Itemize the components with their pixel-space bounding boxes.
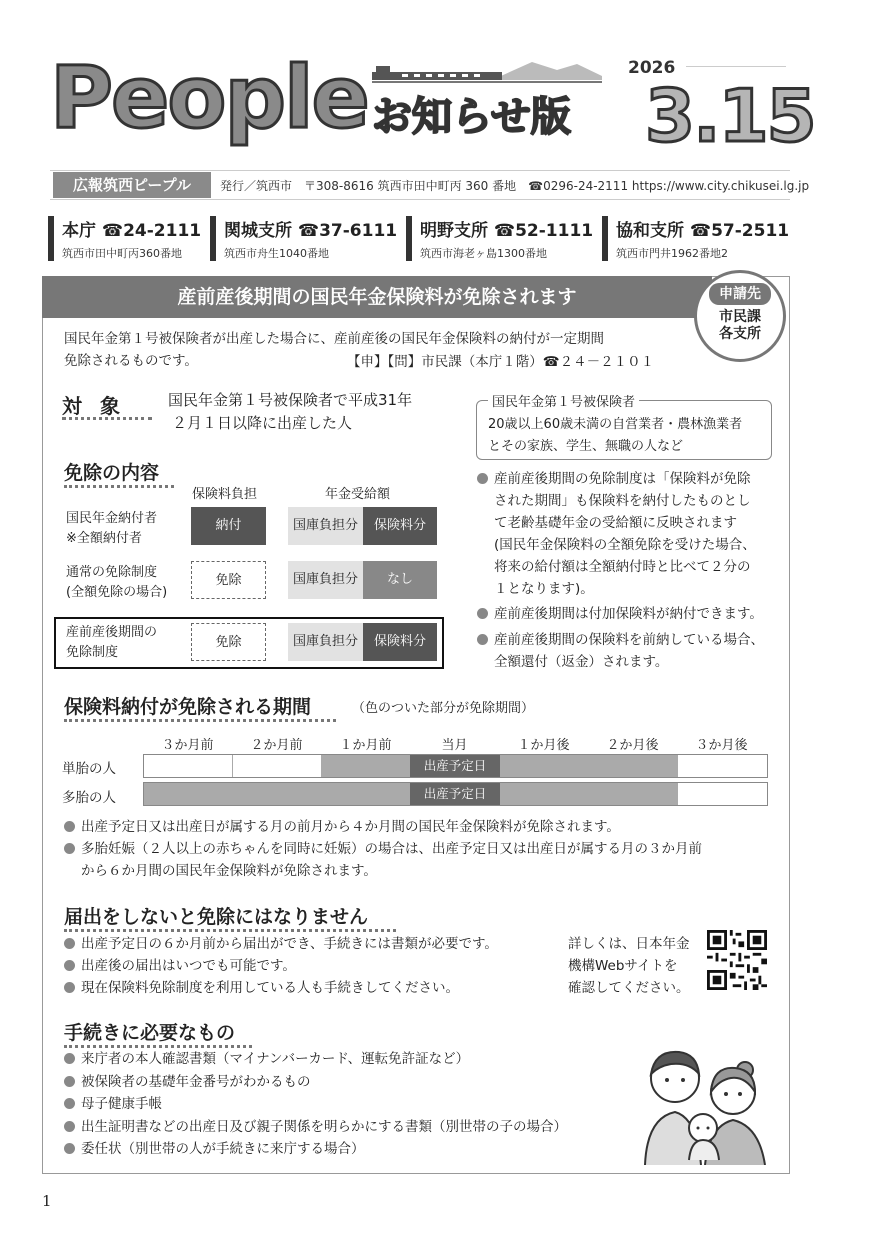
required-item: 出生証明書などの出産日及び親子関係を明らかにする書類（別世帯の子の場合） <box>81 1118 567 1135</box>
required-item: 母子健康手帳 <box>81 1096 162 1112</box>
period-cell <box>322 755 411 777</box>
train-illustration <box>372 58 602 86</box>
period-underline <box>64 719 336 722</box>
row-label-line: 国民年金納付者 <box>66 511 158 526</box>
period-cell <box>589 783 678 805</box>
note-line: 産前産後期間の免除制度は「保険料が免除 <box>494 471 751 487</box>
period-note: （色のついた部分が免除期間） <box>352 701 535 716</box>
office-address: 筑西市田中町丙360番地 <box>62 247 182 260</box>
office-address: 筑西市舟生1040番地 <box>224 247 329 260</box>
office-name: 本庁 ☎24-2111 <box>62 221 202 241</box>
note-line: て老齢基礎年金の受給額に反映されます <box>494 515 737 531</box>
office-name: 明野支所 ☎52-1111 <box>420 221 594 241</box>
issue-year: 2026 <box>628 58 676 78</box>
pension-premium-cell: 保険料分 <box>363 623 437 661</box>
bullet-icon <box>64 843 75 854</box>
note-line: (国民年金保険料の全額免除を受けた場合、 <box>494 537 756 553</box>
target-text <box>168 389 412 435</box>
period-heading: 保険料納付が免除される期間 <box>64 696 312 718</box>
office-akeno <box>406 216 593 261</box>
target-heading: 対象 <box>62 394 138 418</box>
family-illustration <box>635 1040 775 1165</box>
bullet-icon <box>64 1076 75 1087</box>
row-label <box>66 623 157 663</box>
target-line: 国民年金第１号被保険者で平成31年 <box>168 391 413 409</box>
article-title: 産前産後期間の国民年金保険料が免除されます <box>42 276 712 318</box>
office-address: 筑西市門井1962番地2 <box>616 247 728 260</box>
filing-item: 現在保険料免除制度を利用している人も手続きしてください。 <box>81 980 459 996</box>
office-honcho <box>48 216 201 261</box>
insured-line: とその家族、学生、無職の人など <box>488 439 684 454</box>
period-cell <box>322 783 411 805</box>
bullet-icon <box>64 1098 75 1109</box>
pension-state-cell: 国庫負担分 <box>288 507 363 545</box>
bullet-icon <box>64 982 75 993</box>
pension-state-cell: 国庫負担分 <box>288 561 363 599</box>
period-cell <box>678 783 767 805</box>
filing-item: 出産後の届出はいつでも可能です。 <box>81 958 296 974</box>
insured-line: 20歳以上60歳未満の自営業者・農林漁業者 <box>488 417 743 432</box>
burden-cell: 免除 <box>191 561 266 599</box>
filing-list <box>64 933 498 999</box>
filing-item: 出産予定日の６か月前から届出ができ、手続きには書類が必要です。 <box>81 936 498 952</box>
exemption-underline <box>64 485 174 488</box>
period-notes <box>64 816 702 882</box>
period-cell <box>233 755 322 777</box>
period-note-line: 出産予定日又は出産日が属する月の前月から４か月間の国民年金保険料が免除されます。 <box>81 819 620 835</box>
page-number: 1 <box>42 1192 52 1210</box>
period-row-label: 単胎の人 <box>62 761 116 777</box>
col-pension: 年金受給額 <box>325 487 391 502</box>
publisher-name: 広報筑西ピープル <box>53 172 211 198</box>
intro-line: 免除されるものです。 <box>64 353 198 369</box>
note-line: 将来の給付額は全額納付時と比べて２分の <box>494 559 751 575</box>
office-name: 協和支所 ☎57-2511 <box>616 221 790 241</box>
burden-cell: 納付 <box>191 507 266 545</box>
row-label-line: (全額免除の場合) <box>66 585 168 600</box>
bullet-icon <box>64 821 75 832</box>
bullet-icon <box>477 634 488 645</box>
office-name: 関城支所 ☎37-6111 <box>224 221 398 241</box>
note-item <box>477 629 764 673</box>
apply-line1: 市民課 <box>719 309 761 325</box>
row-label <box>66 563 167 603</box>
bullet-icon <box>477 473 488 484</box>
office-kyowa <box>602 216 789 261</box>
row-label-line: 免除制度 <box>66 645 119 660</box>
note-line: された期間」も保険料を納付したものとし <box>494 493 751 509</box>
intro-line: 国民年金第１号被保険者が出産した場合に、産前産後の国民年金保険料の納付が一定期間 <box>64 331 604 347</box>
note-item <box>477 603 763 625</box>
note-item <box>477 468 756 600</box>
year-divider <box>686 66 786 67</box>
insured-box-title: 国民年金第１号被保険者 <box>488 391 639 410</box>
filing-heading: 届出をしないと免除にはなりません <box>64 906 369 928</box>
note-line: 全額還付（返金）されます。 <box>494 654 669 670</box>
bullet-icon <box>64 1121 75 1132</box>
issue-date: 3.15 <box>645 74 815 158</box>
bullet-icon <box>64 960 75 971</box>
contact-info: 【申】【問】市民課（本庁１階）☎２４－２１０１ <box>347 354 655 370</box>
month-header: ２か月前 <box>250 738 303 753</box>
row-label-line: 産前産後期間の <box>66 625 158 640</box>
apply-heading: 申請先 <box>709 283 771 305</box>
pension-state-cell: 国庫負担分 <box>288 623 363 661</box>
period-cell <box>589 755 678 777</box>
people-logo: People <box>50 48 368 148</box>
period-cell <box>500 783 589 805</box>
month-header: 当月 <box>441 738 468 753</box>
website-note <box>568 933 690 999</box>
filing-underline <box>64 929 396 932</box>
required-item: 委任状（別世帯の人が手続きに来庁する場合） <box>81 1141 365 1157</box>
qr-code-icon[interactable] <box>707 930 767 990</box>
apply-line2: 各支所 <box>719 326 761 342</box>
required-heading: 手続きに必要なもの <box>64 1022 236 1044</box>
period-cell <box>144 755 233 777</box>
publisher-info: 発行／筑西市 〒308-8616 筑西市田中町丙 360 番地 ☎0296-24-2111 https://www.city.chikusei.lg.jp <box>220 179 810 193</box>
website-note-line: 詳しくは、日本年金 <box>568 936 690 952</box>
pension-premium-cell: なし <box>363 561 437 599</box>
note-line: 産前産後期間は付加保険料が納付できます。 <box>494 606 763 622</box>
note-line: １となります)。 <box>494 581 594 597</box>
period-row-label: 多胎の人 <box>62 790 116 806</box>
due-date-marker: 出産予定日 <box>410 755 500 777</box>
col-burden: 保険料負担 <box>192 487 258 502</box>
due-date-marker: 出産予定日 <box>410 783 500 805</box>
period-cell <box>500 755 589 777</box>
bullet-icon <box>64 938 75 949</box>
apply-to-seal <box>694 270 786 362</box>
month-header: ２か月後 <box>606 738 659 753</box>
website-note-line: 機構Webサイトを <box>568 958 678 974</box>
office-address: 筑西市海老ヶ島1300番地 <box>420 247 547 260</box>
required-list <box>64 1048 567 1161</box>
edition-subtitle: お知らせ版 <box>372 94 571 140</box>
office-sekijo <box>210 216 397 261</box>
exemption-heading: 免除の内容 <box>64 462 160 484</box>
month-header: １か月前 <box>339 738 392 753</box>
month-header: ３か月前 <box>161 738 214 753</box>
period-note-line: から６か月間の国民年金保険料が免除されます。 <box>81 863 377 879</box>
burden-cell: 免除 <box>191 623 266 661</box>
note-line: 産前産後期間の保険料を前納している場合、 <box>494 632 764 648</box>
required-item: 被保険者の基礎年金番号がわかるもの <box>81 1073 311 1090</box>
month-header: ３か月後 <box>695 738 748 753</box>
pension-premium-cell: 保険料分 <box>363 507 437 545</box>
period-cell <box>144 783 233 805</box>
insured-box-body <box>488 414 742 458</box>
period-note-line: 多胎妊娠（２人以上の赤ちゃんを同時に妊娠）の場合は、出産予定日又は出産日が属する月の３か月前 <box>81 841 702 857</box>
required-item: 来庁者の本人確認書類（マイナンバーカード、運転免許証など） <box>81 1051 470 1067</box>
bullet-icon <box>64 1053 75 1064</box>
row-label-line: 通常の免除制度 <box>66 565 158 580</box>
target-underline <box>62 417 152 420</box>
row-label-line: ※全額納付者 <box>66 531 142 546</box>
period-cell <box>678 755 767 777</box>
row-label <box>66 509 157 549</box>
period-cell <box>233 783 322 805</box>
bullet-icon <box>477 608 488 619</box>
target-line: ２月１日以降に出産した人 <box>172 414 353 432</box>
website-note-line: 確認してください。 <box>568 980 690 996</box>
bullet-icon <box>64 1143 75 1154</box>
month-header: １か月後 <box>517 738 570 753</box>
